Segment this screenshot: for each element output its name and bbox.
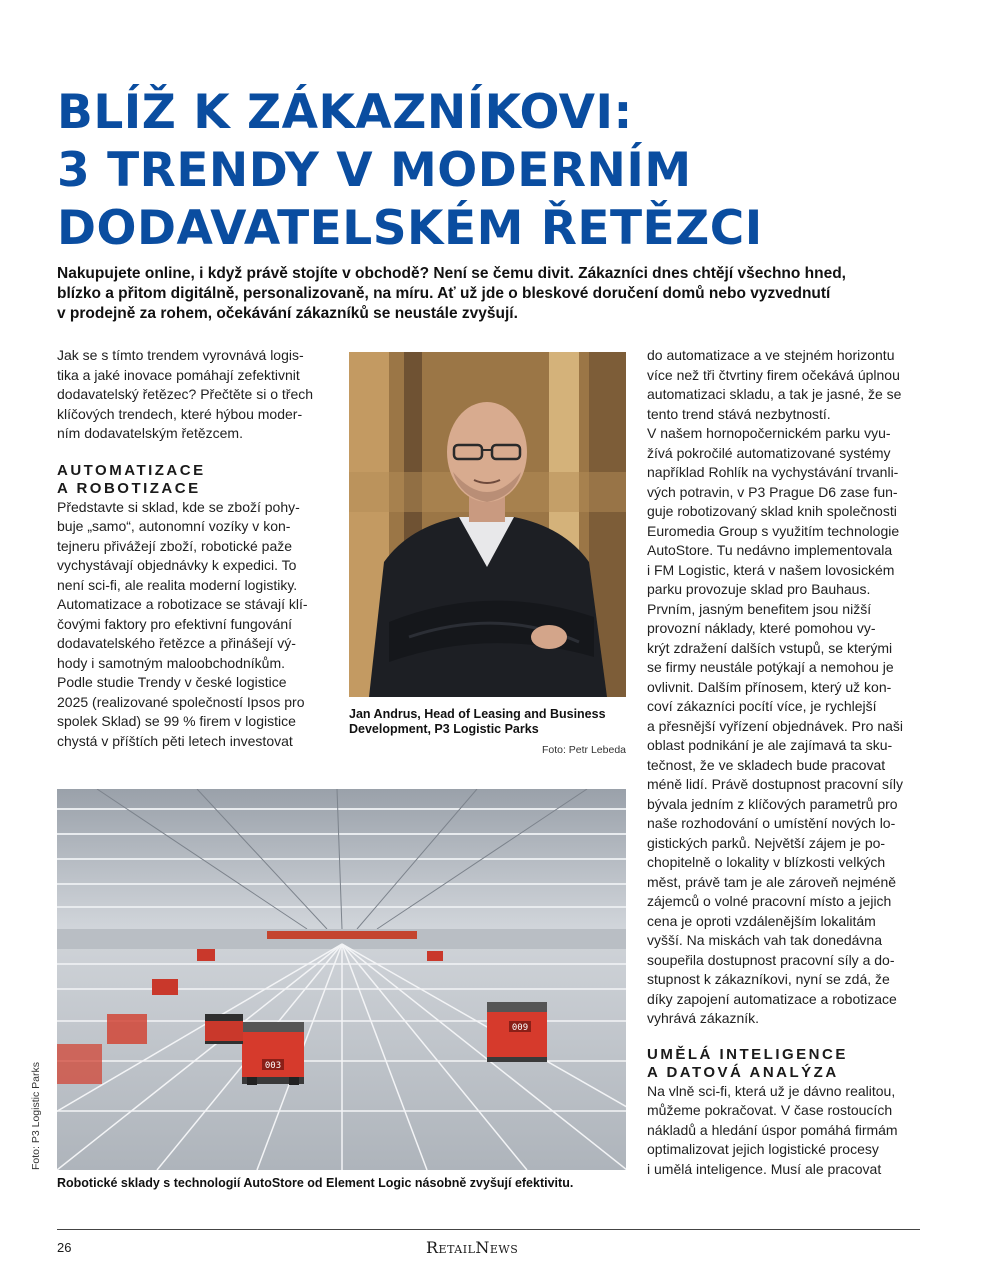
portrait-credit: Foto: Petr Lebeda [541, 744, 626, 756]
caption-line: Development, P3 Logistic Parks [349, 722, 539, 736]
text-line: měst, právě tam je ale zároveň nejméně [647, 873, 897, 890]
text-line: čovými faktory pro efektivní fungování [57, 615, 292, 632]
text-line: méně lidí. Právě dostupnost pracovní síly [647, 776, 904, 792]
text-line: cena je oproti vzdálenějším lokalitám [647, 912, 876, 929]
text-line: například Rohlík na vychystávání trvanli- [647, 464, 899, 480]
intro-paragraph [57, 346, 342, 444]
text-line: i FM Logistic, která v našem lovosickém [647, 561, 895, 578]
text-line: guje robotizovaný sklad knih společnosti [647, 503, 897, 519]
robot-label: 003 [264, 1061, 282, 1071]
text-line: i umělá inteligence. Musí ale pracovat [647, 1160, 882, 1177]
portrait-photo [349, 352, 626, 697]
column-1 [57, 346, 342, 751]
text-line: oblast podnikání je ale zajímavá ta sku- [647, 737, 893, 753]
headline [57, 84, 937, 258]
text-line: díky zapojení automatizace a robotizace [647, 990, 897, 1007]
section-2-body [647, 1082, 927, 1180]
text-line: více než tři čtvrtiny firem očekává úplnou [647, 366, 900, 383]
robot-003 [242, 1022, 304, 1085]
headline-line-2: 3 TRENDY V MODERNÍM [57, 143, 692, 198]
section-heading-automation [57, 462, 342, 498]
text-line: V našem hornopočernickém parku vyu- [647, 425, 891, 441]
text-line: můžeme pokračovat. V čase rostoucích [647, 1102, 893, 1118]
lead-line: Nakupujete online, i když právě stojíte v obchodě? Není se čemu divit. Zákazníci dnes chtějí všechno hned, [57, 265, 846, 282]
heading-line: UMĚLÁ INTELIGENCE [647, 1045, 848, 1063]
text-line: vých potravin, v P3 Prague D6 zase fun- [647, 483, 898, 500]
text-line: do automatizace a ve stejném horizontu [647, 347, 895, 363]
text-line: vyhrává zákazník. [647, 1010, 760, 1026]
page-number: 26 [57, 1240, 72, 1255]
text-line: stupnost k zákazníkovi, nyní se zdá, že [647, 971, 890, 987]
text-line: chopitelně o lokality v blízkosti velkých [647, 854, 886, 870]
text-line: vychystávají objednávky k expedici. To [57, 557, 297, 573]
warehouse-photo [57, 789, 626, 1170]
text-line: soupeřila dostupnost pracovní síly a do- [647, 951, 895, 968]
text-line: spolek Sklad) se 99 % firem v logistice [57, 713, 296, 729]
text-line: provozní náklady, které pomohou vy- [647, 620, 876, 636]
robot-009 [487, 1002, 547, 1062]
text-line: Jak se s tímto trendem vyrovnává logis- [57, 347, 304, 363]
text-line: 2025 (realizované společností Ipsos pro [57, 693, 305, 710]
text-line: tento trend stává nezbytností. [647, 405, 831, 422]
text-line: Podle studie Trendy v české logistice [57, 674, 287, 690]
caption-line: Jan Andrus, Head of Leasing and Business [349, 707, 606, 721]
heading-line: AUTOMATIZACE [57, 461, 206, 479]
lead-line: blízko a přitom digitálně, personalizovaně, na míru. Ať už jde o bleskové doručení domů nebo vyzvednutí [57, 285, 831, 302]
text-line: chystá v příštích pěti letech investovat [57, 732, 293, 749]
warehouse-side-credit: Foto: P3 Logistic Parks [30, 1062, 42, 1170]
portrait-illustration [349, 352, 626, 697]
text-line: coví zákazníci pocítí více, je rychlejší [647, 698, 877, 714]
text-line: se firmy neustále potýkají a nemohou je [647, 659, 894, 675]
text-line: Představte si sklad, kde se zboží pohy- [57, 498, 300, 515]
column-3-body [647, 346, 927, 1029]
warehouse-caption: Robotické sklady s technologií AutoStore od Element Logic násobně zvyšují efektivitu. [57, 1176, 574, 1190]
text-line: buje „samo“, autonomní vozíky v kon- [57, 518, 291, 534]
text-line: vyšší. Na miskách vah tak donedávna [647, 932, 883, 948]
text-line: žívá pokročilé automatizované systémy [647, 444, 891, 461]
robot-label: 009 [511, 1023, 529, 1033]
text-line: parku provozuje sklad pro Bauhaus. [647, 581, 871, 597]
text-line: optimalizovat jejich logistické procesy [647, 1141, 879, 1157]
text-line: automatizaci skladu, a tak je jasné, že se [647, 386, 902, 402]
text-line: Automatizace a robotizace se stávají klí- [57, 596, 308, 612]
heading-line: A ROBOTIZACE [57, 479, 201, 497]
text-line: Euromedia Group s využitím technologie [647, 522, 900, 539]
portrait-caption [349, 707, 626, 737]
text-line: ovlivnit. Dalším přínosem, který už kon- [647, 678, 892, 695]
text-line: a přesnější vyřízení objednávek. Pro naši [647, 717, 904, 734]
text-line: krýt zdražení dalších vstupů, se kterými [647, 639, 893, 656]
lead-line: v prodejně za rohem, očekávání zákazníků se neustále zvyšují. [57, 305, 518, 322]
headline-line-1: BLÍŽ K ZÁKAZNÍKOVI: [57, 85, 633, 140]
heading-line: A DATOVÁ ANALÝZA [647, 1063, 839, 1081]
text-line: Na vlně sci-fi, která už je dávno realitou, [647, 1082, 896, 1099]
text-line: Prvním, jasným benefitem jsou nižší [647, 600, 872, 617]
text-line: ním dodavatelským řetězcem. [57, 425, 243, 441]
text-line: AutoStore. Tu nedávno implementovala [647, 542, 893, 558]
lead-paragraph [57, 264, 927, 324]
text-line: tika a jaké inovace pomáhají zefektivnit [57, 366, 300, 383]
text-line: tečnost, že ve skladech bude pracovat [647, 756, 886, 773]
text-line: bývala jedním z klíčových parametrů pro [647, 795, 898, 812]
text-line: tejneru přivážejí zboží, robotické paže [57, 537, 293, 554]
text-line: dodavatelského řetězce a přinášejí vý- [57, 635, 296, 651]
footer-rule [57, 1229, 920, 1230]
text-line: hody i samotným maloobchodníkům. [57, 654, 285, 671]
text-line: nákladů a hledání úspor pomáhá firmám [647, 1121, 898, 1138]
warehouse-illustration [57, 789, 626, 1170]
text-line: gistických parků. Největší zájem je po- [647, 834, 886, 851]
text-line: naše rozhodování o umístění nových lo- [647, 815, 896, 831]
headline-line-3: DODAVATELSKÉM ŘETĚZCI [57, 201, 763, 256]
column-3 [647, 346, 927, 1179]
section-1-body [57, 498, 342, 752]
text-line: zájemců o volné pracovní místo a jejich [647, 893, 892, 909]
brand-logo: RetailNews [426, 1238, 519, 1257]
text-line: klíčových trendech, které hýbou moder- [57, 405, 303, 422]
section-heading-ai [647, 1046, 927, 1082]
text-line: není sci-fi, ale realita moderní logistiky. [57, 576, 298, 593]
text-line: dodavatelský řetězec? Přečtěte si o třech [57, 386, 314, 402]
